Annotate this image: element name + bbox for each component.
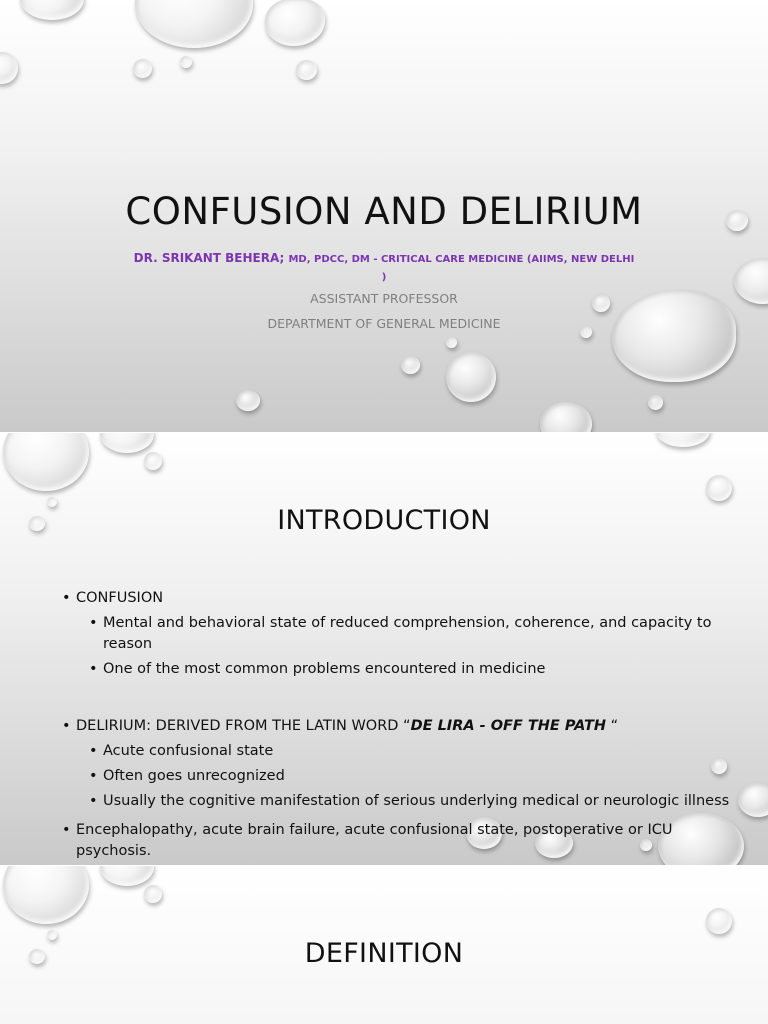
- water-drop-decoration: [265, 0, 325, 46]
- water-drop-decoration: [3, 866, 89, 924]
- title-slide: [0, 0, 768, 432]
- author-department: DEPARTMENT OF GENERAL MEDICINE: [267, 316, 501, 331]
- bullet-item: • Encephalopathy, acute brain failure, acute confusional state, postoperative or ICU psychosis.: [62, 820, 716, 862]
- water-drop-decoration: [236, 390, 260, 411]
- author-role: ASSISTANT PROFESSOR: [310, 291, 458, 306]
- sub-bullet-item: • Mental and behavioral state of reduced comprehension, coherence, and capacity to reason: [89, 613, 762, 655]
- water-drop-decoration: [135, 0, 253, 48]
- slide-title: DEFINITION: [304, 938, 464, 969]
- confusion-heading: CONFUSION: [76, 590, 164, 606]
- water-drop-decoration: [100, 433, 154, 453]
- slide-title: INTRODUCTION: [277, 505, 491, 536]
- sub-bullet-item: • Often goes unrecognized: [89, 766, 762, 787]
- water-drop-decoration: [144, 452, 162, 470]
- water-drop-decoration: [401, 356, 420, 374]
- water-drop-decoration: [0, 52, 18, 84]
- water-drop-decoration: [706, 908, 732, 934]
- author-line: [130, 250, 638, 286]
- water-drop-decoration: [20, 0, 84, 20]
- author-name: DR. SRIKANT BEHERA;: [133, 251, 285, 265]
- water-drop-decoration: [446, 352, 496, 402]
- delirium-emphasis: DE LIRA - OFF THE PATH: [410, 718, 607, 734]
- slide-title: CONFUSION AND DELIRIUM: [125, 190, 643, 233]
- water-drop-decoration: [446, 337, 457, 348]
- water-drop-decoration: [706, 475, 732, 501]
- author-degrees: MD, PDCC, DM - CRITICAL CARE MEDICINE (AIIMS, NEW DELHI ): [288, 254, 635, 283]
- water-drop-decoration: [656, 433, 710, 447]
- bullet-item: [62, 588, 762, 609]
- water-drop-decoration: [296, 60, 317, 80]
- delirium-suffix: “: [606, 718, 619, 734]
- introduction-slide: [0, 433, 768, 865]
- bullet-list: [62, 588, 762, 862]
- water-drop-decoration: [648, 395, 663, 410]
- water-drop-decoration: [3, 433, 89, 491]
- water-drop-decoration: [100, 866, 154, 886]
- sub-bullet-item: • Acute confusional state: [89, 741, 762, 762]
- water-drop-decoration: [180, 56, 192, 68]
- definition-slide: [0, 866, 768, 1024]
- water-drop-decoration: [133, 59, 152, 78]
- water-drop-decoration: [144, 885, 162, 903]
- delirium-prefix: DELIRIUM: DERIVED FROM THE LATIN WORD “: [76, 718, 411, 734]
- water-drop-decoration: [540, 402, 592, 432]
- sub-bullet-item: • One of the most common problems encountered in medicine: [89, 659, 762, 680]
- bullet-item: [62, 716, 762, 737]
- sub-bullet-item: • Usually the cognitive manifestation of serious underlying medical or neurologic illness: [89, 791, 762, 812]
